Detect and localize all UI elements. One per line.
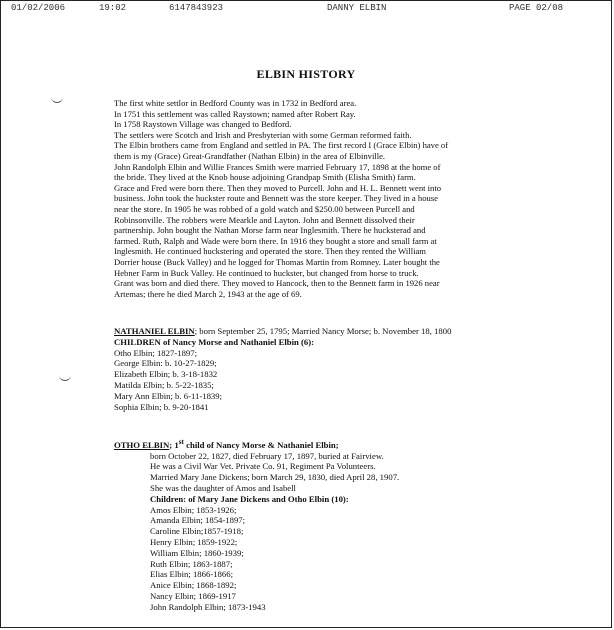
list-item: Nancy Elbin; 1869-1917 bbox=[150, 591, 236, 602]
list-item: Elizabeth Elbin; b. 3-18-1832 bbox=[114, 369, 218, 380]
fax-date: 01/02/2006 bbox=[11, 3, 66, 13]
history-line: The first white settlor in Bedford County was in 1732 in Bedford area. bbox=[114, 98, 357, 108]
history-line: The settlers were Scotch and Irish and Presbyterian with some German reformed faith. bbox=[114, 129, 412, 140]
history-line: Grace and Fred were born there. Then they moved to Purcell. John and H. L. Bennett went into bbox=[114, 182, 442, 193]
detail-line: Married Mary Jane Dickens; born March 29, 1830, died April 28, 1907. bbox=[150, 472, 400, 483]
otho-section bbox=[114, 437, 609, 613]
list-item: Caroline Elbin;1857-1918; bbox=[150, 526, 244, 537]
list-item: Henry Elbin; 1859-1922; bbox=[150, 537, 238, 548]
list-item: William Elbin; 1860-1939; bbox=[150, 547, 244, 558]
list-item: Amos Elbin; 1853-1926; bbox=[150, 504, 237, 515]
punch-mark-icon bbox=[51, 97, 63, 103]
history-line: the bride. They lived at the Knob house adjoining Grandpap Smith (Elisha Smith) farm. bbox=[114, 172, 416, 183]
history-line: farmed. Ruth, Ralph and Wade were born there. In 1916 they bought a store and small farm at bbox=[114, 235, 437, 246]
nathaniel-section bbox=[114, 326, 609, 412]
list-item: Matilda Elbin; b. 5-22-1835; bbox=[114, 379, 214, 390]
detail-line: He was a Civil War Vet. Private Co. 91, Regiment Pa Volunteers. bbox=[150, 461, 376, 472]
fax-sender: DANNY ELBIN bbox=[327, 3, 387, 13]
list-item: Amanda Elbin; 1854-1897; bbox=[150, 515, 246, 526]
punch-mark-icon bbox=[59, 375, 71, 381]
list-item: Anice Elbin; 1868-1892; bbox=[150, 580, 237, 591]
history-line: them is my (Grace) Great-Grandfather (Nathan Elbin) in the area of Elbinville. bbox=[114, 150, 386, 161]
page-title: ELBIN HISTORY bbox=[256, 67, 356, 81]
detail-line: She was the daughter of Amos and Isabell bbox=[150, 483, 296, 494]
history-line: Dorrier house (Buck Valley) and he logged for Thomas Martin from Romney. Later bought the bbox=[114, 256, 440, 267]
otho-details bbox=[114, 451, 609, 613]
otho-name: OTHO ELBIN bbox=[114, 439, 170, 450]
nathaniel-children-list bbox=[114, 348, 609, 413]
list-item: Elias Elbin; 1866-1866; bbox=[150, 569, 234, 580]
otho-children-heading: Children: of Mary Jane Dickens and Otho Elbin (10): bbox=[150, 493, 349, 504]
history-line: partnership. John bought the Nathan Morse farm near Inglesmith. There he hucksterad and bbox=[114, 225, 426, 236]
list-item: Mary Ann Elbin; b. 6-11-1839; bbox=[114, 390, 223, 401]
history-text bbox=[114, 98, 609, 299]
fax-phone: 6147843923 bbox=[169, 3, 224, 13]
fax-page-number: PAGE 02/08 bbox=[509, 3, 564, 13]
nathaniel-heading bbox=[114, 326, 609, 337]
history-line: Robinsonville. The robbers were Mearkle and Layton. John and Bennett dissolved their bbox=[114, 214, 415, 225]
list-item: George Elbin: b. 10-27-1829; bbox=[114, 358, 217, 369]
nathaniel-name: NATHANIEL ELBIN bbox=[114, 326, 195, 336]
list-item: Ruth Elbin; 1863-1887; bbox=[150, 558, 233, 569]
detail-line: born October 22, 1827, died February 17, 1897, buried at Fairview. bbox=[150, 450, 384, 461]
history-line: business. John took the huckster route and Bennett was the store keeper. They lived in a house bbox=[114, 193, 438, 204]
list-item: Sophia Elbin; b. 9-20-1841 bbox=[114, 401, 209, 412]
history-line: Artemas; there he died March 2, 1943 at the age of 69. bbox=[114, 288, 302, 299]
history-line: near the store. In 1905 he was robbed of a gold watch and $250.00 between Purcell and bbox=[114, 203, 415, 214]
history-line: The Elbin brothers came from England and settled in PA. The first record I (Grace Elbin) have of bbox=[114, 140, 449, 151]
history-line: Inglesmith. He continued huckstering and operated the store. Then they rented the William bbox=[114, 246, 426, 257]
nathaniel-children-heading: CHILDREN of Nancy Morse and Nathaniel Elbin (6): bbox=[114, 336, 315, 347]
history-line: In 1751 this settlement was called Raystown; named after Robert Ray. bbox=[114, 108, 356, 119]
list-item: Otho Elbin; 1827-1897; bbox=[114, 347, 198, 358]
fax-header bbox=[1, 3, 611, 15]
list-item: John Randolph Elbin; 1873-1943 bbox=[150, 601, 266, 612]
history-line: Grant was born and died there. They moved to Hancock, then to the Bennett farm in 1926 near bbox=[114, 278, 440, 289]
otho-heading: OTHO ELBIN; 1st child of Nancy Morse & Nathaniel Elbin; bbox=[114, 438, 339, 450]
otho-children-list bbox=[150, 505, 609, 613]
nathaniel-detail: ; born September 25, 1795; Married Nancy Morse; b. November 18, 1800 bbox=[194, 326, 452, 336]
history-line: John Randolph Elbin and Willie Frances Smith were married February 17, 1898 at the home of bbox=[114, 161, 441, 172]
history-line: In 1758 Raystown Village was changed to Bedford. bbox=[114, 119, 292, 130]
fax-time: 19:02 bbox=[99, 3, 127, 13]
history-line: Hebner Farm in Buck Valley. He continued to huckster, but changed from horse to truck. bbox=[114, 267, 419, 278]
